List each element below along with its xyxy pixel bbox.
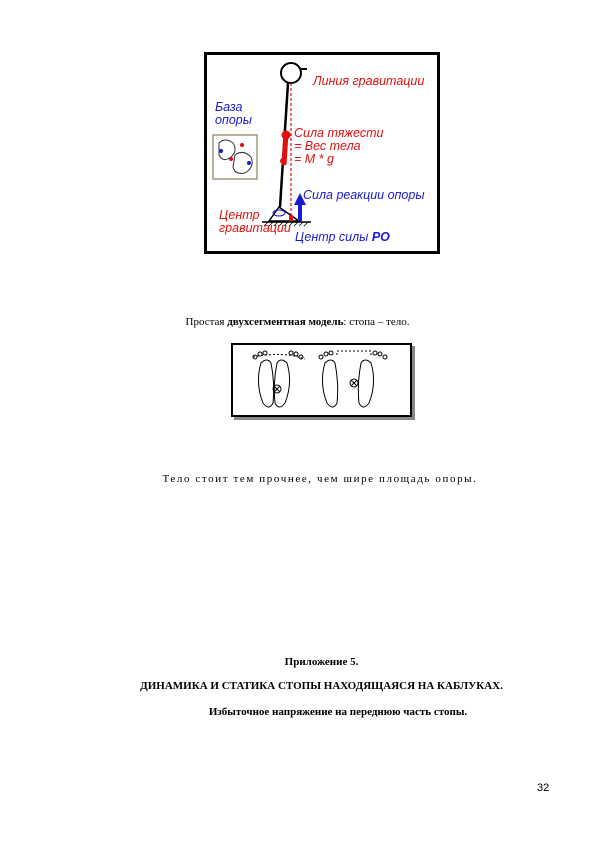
pressure-center-label: Центр силы PO bbox=[295, 230, 390, 244]
appendix-heading: Приложение 5. bbox=[284, 656, 359, 668]
center-of-mass-dot bbox=[282, 131, 291, 140]
footprints-drawing bbox=[233, 345, 410, 415]
head-circle bbox=[281, 63, 301, 83]
gravity-line-label: Линия гравитации bbox=[313, 74, 425, 88]
center-of-gravity-label: Центр гравитации bbox=[219, 208, 291, 235]
gravity-force-label: Сила тяжести = Вес тела = M * g bbox=[294, 126, 384, 166]
page-number: 32 bbox=[537, 782, 550, 794]
figure2-caption: Тело стоит тем прочнее, чем шире площадь опоры. bbox=[162, 473, 478, 485]
right-feet-pair bbox=[319, 351, 387, 407]
support-base-icon bbox=[213, 135, 257, 179]
reaction-force-label: Сила реакции опоры bbox=[303, 188, 425, 202]
footprints-figure bbox=[231, 343, 412, 417]
two-segment-model-figure bbox=[204, 52, 440, 254]
section-subtitle: Избыточное напряжение на переднюю часть стопы. bbox=[208, 706, 468, 718]
section-title: ДИНАМИКА И СТАТИКА СТОПЫ НАХОДЯЩАЯСЯ НА КАБЛУКАХ. bbox=[140, 680, 503, 692]
left-feet-pair bbox=[253, 351, 305, 407]
support-base-label: База опоры bbox=[215, 100, 252, 127]
figure1-caption: Простая двухсегментная модель: стопа – тело. bbox=[185, 316, 410, 328]
